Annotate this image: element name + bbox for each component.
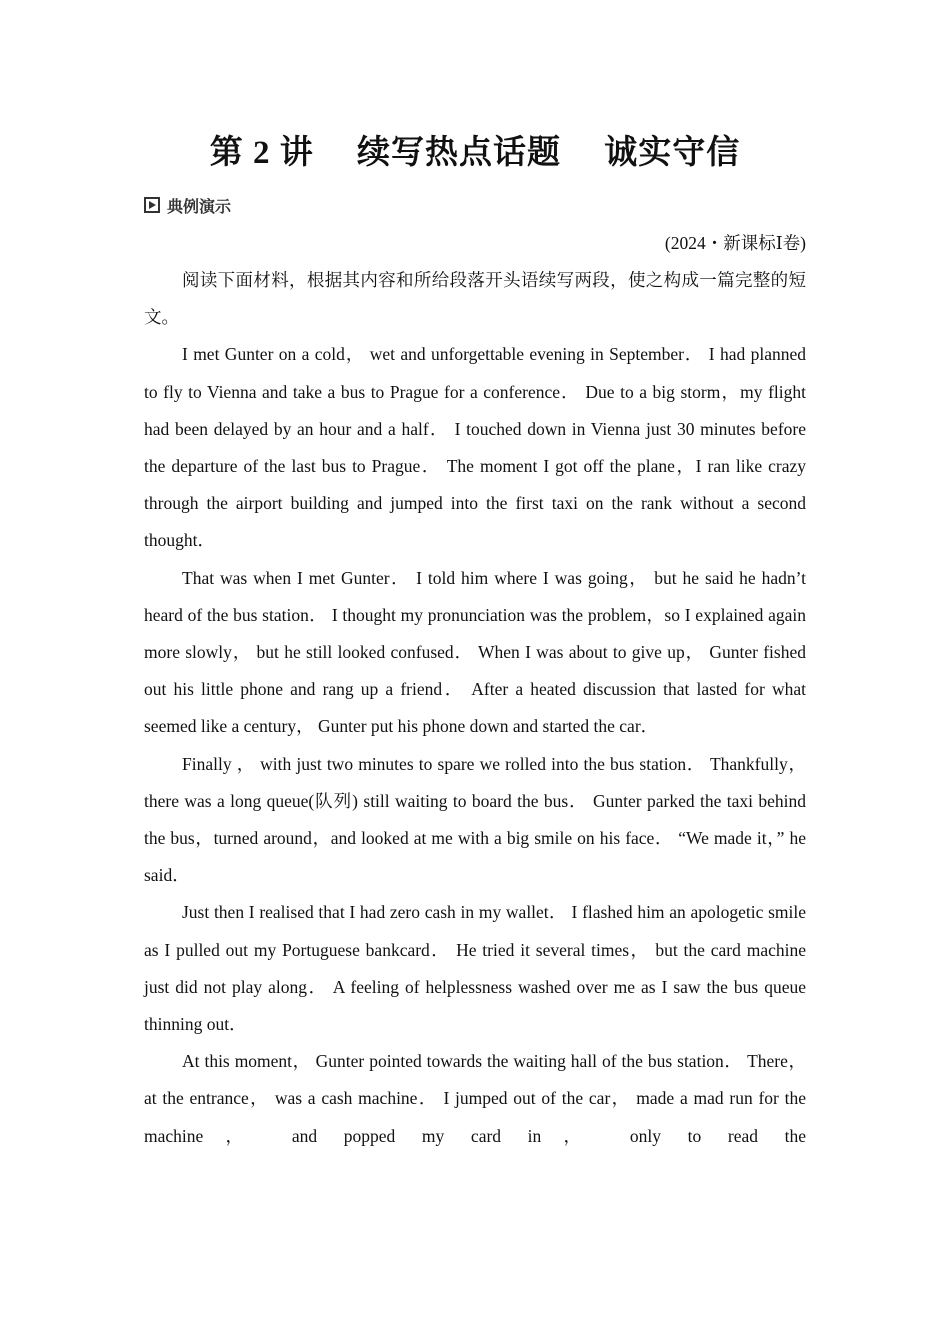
paragraph: I met Gunter on a cold， wet and unforgettable evening in September． I had planned to fly to Vienna and take a bus to Prague for a conference． Due to a big storm，my flight had been delayed by an hour and a half． I touched down in Vienna just 30 minutes before the departure of the last bus to Prague． The moment I got off the plane，I ran like crazy through the airport building and jumped into the first taxi on the rank without a second thought． xyxy=(144,344,806,551)
play-icon xyxy=(144,197,160,213)
article-body xyxy=(144,262,806,1155)
section-header xyxy=(144,194,231,216)
paragraph-instructions: 阅读下面材料，根据其内容和所给段落开头语续写两段，使之构成一篇完整的短文。 xyxy=(144,270,806,328)
paragraph: At this moment， Gunter pointed towards the waiting hall of the bus station． There， at the entrance， was a cash machine． I jumped out of the car， made a mad run for the machine， and popped my card in， only to read the xyxy=(144,1051,806,1146)
paragraph: That was when I met Gunter． I told him where I was going， but he said he hadn’t heard of the bus station． I thought my pronunciation was the problem，so I explained again more slowly， but he still looked confused． When I was about to give up， Gunter fished out his little phone and rang up a friend． After a heated discussion that lasted for what seemed like a century， Gunter put his phone down and started the car． xyxy=(144,567,806,737)
section-label: 典例演示 xyxy=(167,196,232,216)
page-title: 第 2 讲 续写热点话题 诚实守信 xyxy=(209,135,741,171)
paragraph: Just then I realised that I had zero cash in my wallet． I flashed him an apologetic smile as I pulled out my Portuguese bankcard． He tried it several times， but the card machine just did not play along． A feeling of helplessness washed over me as I saw the bus queue thinning out． xyxy=(144,902,806,1035)
paragraph: Finally ， with just two minutes to spare we rolled into the bus station． Thankfully， there was a long queue(队列) still waiting to board the bus． Gunter parked the taxi behind the bus，turned around，and looked at me with a big smile on his face． “We made it，” he said． xyxy=(144,753,806,886)
exam-source: (2024・新课标Ⅰ卷) xyxy=(664,233,806,253)
